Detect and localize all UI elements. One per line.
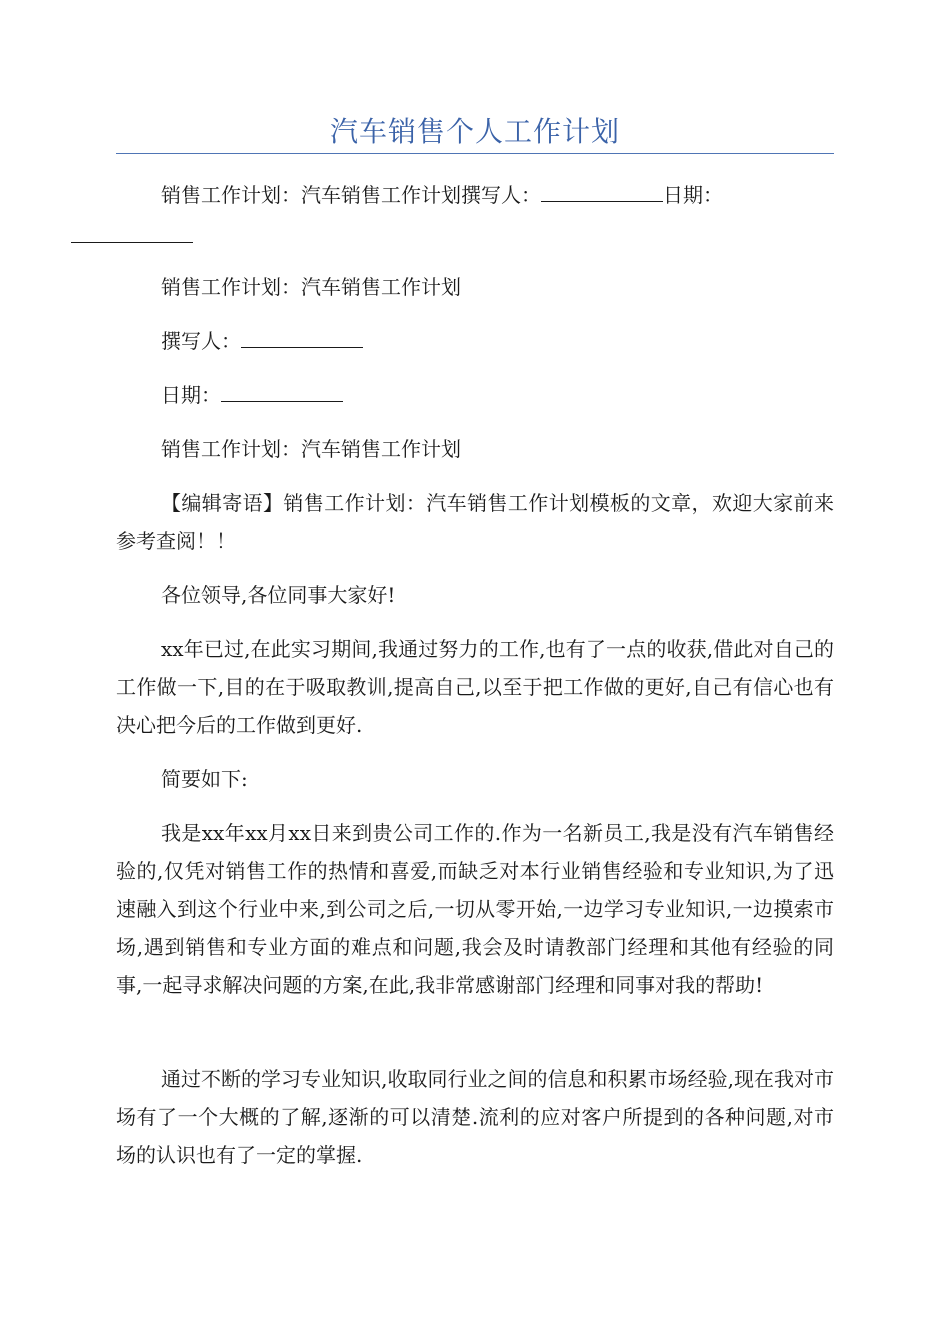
author-label: 撰写人： [161,329,241,353]
paragraph-1: xx年已过,在此实习期间,我通过努力的工作,也有了一点的收获,借此对自己的工作做一下,目的在于吸取教训,提高自己,以至于把工作做的更好,自己有信心也有决心把今后的工作做到更好. [116,637,834,737]
plan-title-2: 销售工作计划：汽车销售工作计划 [161,437,461,461]
greeting: 各位领导,各位同事大家好! [161,583,396,607]
date-blank-inline [71,214,193,243]
date-label: 日期： [161,383,221,407]
paragraph-3: 通过不断的学习专业知识,收取同行业之间的信息和积累市场经验,现在我对市场有了一个大概的了解,逐渐的可以清楚.流利的应对客户所提到的各种问题,对市场的认识也有了一定的掌握. [116,1067,834,1167]
summary-label: 简要如下: [161,767,248,791]
author-blank-inline [541,179,663,202]
author-blank [241,325,363,348]
header-line [116,176,834,243]
plan-title-1: 销售工作计划：汽车销售工作计划 [161,275,461,299]
title-underline [116,153,834,154]
header-line-date-label: 日期： [663,183,723,207]
header-line-prefix: 销售工作计划：汽车销售工作计划撰写人： [161,183,541,207]
date-line [116,376,834,414]
editor-note: 【编辑寄语】销售工作计划：汽车销售工作计划模板的文章，欢迎大家前来参考查阅！！ [116,491,834,553]
date-blank [221,379,343,402]
author-line [116,322,834,360]
document-title: 汽车销售个人工作计划 [329,115,620,148]
paragraph-2: 我是xx年xx月xx日来到贵公司工作的.作为一名新员工,我是没有汽车销售经验的,仅凭对销售工作的热情和喜爱,而缺乏对本行业销售经验和专业知识,为了迅速融入到这个行业中来,到公司之后,一切从零开始,一边学习专业知识,一边摸索市场,遇到销售和专业方面的难点和问题,我会及时请教部门经理和其他有经验的同事,一起寻求解决问题的方案,在此,我非常感谢部门经理和同事对我的帮助! [116,821,834,997]
